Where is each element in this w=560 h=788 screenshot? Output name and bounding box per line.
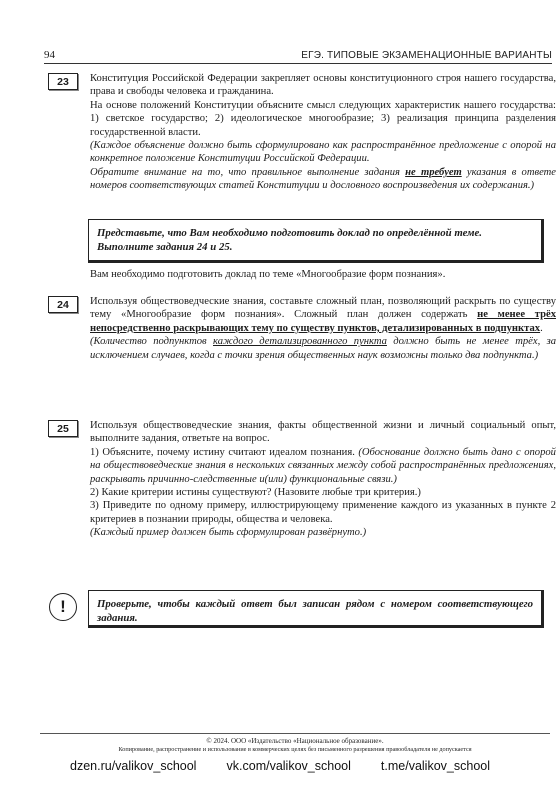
check-reminder-box: Проверьте, чтобы каждый ответ был записан рядом с номером соответствующего задания. bbox=[88, 590, 544, 628]
task-number-24: 24 bbox=[48, 296, 78, 313]
task-23-p4-emph: не требует bbox=[405, 166, 462, 178]
page-header bbox=[44, 49, 552, 64]
page-number: 94 bbox=[44, 49, 55, 61]
task-23-p4-a: Обратите внимание на то, что правильное выполнение задания bbox=[90, 166, 406, 178]
social-links bbox=[70, 759, 490, 773]
link-vk[interactable]: vk.com/valikov_school bbox=[226, 759, 351, 773]
task-25-p1: Используя обществоведческие знания, факты общественной жизни и личный социальный опыт, выполните задания, ответьте на вопрос. bbox=[90, 420, 556, 445]
link-dzen[interactable]: dzen.ru/valikov_school bbox=[70, 759, 197, 773]
report-topic: Вам необходимо подготовить доклад по теме «Многообразие форм познания». bbox=[90, 269, 446, 280]
page-footer bbox=[40, 733, 550, 754]
task-23 bbox=[48, 72, 556, 193]
task-25-p4: 3) Приведите по одному примеру, иллюстрирующему применение каждого из указанных в пункте 2 критериев в познании природы, общества и человека. bbox=[90, 500, 556, 525]
task-23-p4-c: указания в ответе номеров соответствующих статей Конституции и дословного воспроизведения их содержания.) bbox=[90, 166, 556, 192]
task-24-p1-c: . bbox=[540, 322, 543, 334]
task-25-p5: (Каждый пример должен быть сформулирован развёрнуто.) bbox=[90, 527, 367, 539]
report-instruction-box: Представьте, что Вам необходимо подготовить доклад по определённой теме. Выполните задания 24 и 25. bbox=[88, 219, 544, 263]
task-23-p4 bbox=[90, 166, 556, 193]
task-25-p2 bbox=[90, 446, 556, 486]
task-24-p1 bbox=[90, 295, 556, 335]
task-23-p3: (Каждое объяснение должно быть сформулировано как распространённое предложение с опорой на конкретное положение Конституции Российской Федерации. bbox=[90, 140, 556, 165]
link-telegram[interactable]: t.me/valikov_school bbox=[380, 759, 490, 773]
task-number-23: 23 bbox=[48, 73, 78, 90]
task-24 bbox=[48, 295, 556, 362]
footer-copyright: © 2024. ООО «Издательство «Национальное образование». bbox=[206, 737, 384, 745]
task-24-p1-a: Используя обществоведческие знания, составьте сложный план, позволяющий раскрыть по существу тему «Многообразие форм познания». Сложный план должен содержать bbox=[90, 296, 556, 321]
header-title: ЕГЭ. ТИПОВЫЕ ЭКЗАМЕНАЦИОННЫЕ ВАРИАНТЫ bbox=[301, 50, 552, 61]
task-24-body bbox=[90, 295, 556, 362]
task-25-p3: 2) Какие критерии истины существуют? (Назовите любые три критерия.) bbox=[90, 487, 421, 499]
task-23-body bbox=[90, 72, 556, 193]
task-number-25: 25 bbox=[48, 420, 78, 437]
task-23-p2: На основе положений Конституции объясните смысл следующих характеристик нашего государства: 1) светское государство; 2) идеологическое многообразие; 3) реализация принципа разделения государственной власти. bbox=[90, 99, 556, 138]
task-25-p2-note: (Обоснование должно быть дано с опорой на обществоведческие знания в нескольких связанных между собой распространённых предложениях, раскрывать причинно-следственные и(или) функциональные связи.) bbox=[90, 446, 556, 485]
task-25-body bbox=[90, 419, 556, 540]
task-25-p2-a: 1) Объясните, почему истину считают идеалом познания. bbox=[90, 446, 359, 458]
task-23-p1: Конституция Российской Федерации закрепляет основы конституционного строя нашего государства, права и свободы человека и гражданина. bbox=[90, 73, 556, 98]
task-24-p2-emph: каждого детализированного пункта bbox=[213, 336, 387, 348]
task-24-p1-emph: не менее трёх непосредственно раскрывающих тему по существу пунктов, детализированных в подпунктах bbox=[90, 309, 556, 334]
exclamation-icon: ! bbox=[49, 593, 77, 621]
footer-notice: Копирование, распространение и использование в коммерческих целях без письменного разрешения правообладателя не допускается bbox=[118, 746, 472, 753]
task-25 bbox=[48, 419, 556, 540]
task-24-p2-c: должно быть не менее трёх, за исключением случаев, когда с точки зрения общественных наук возможны только два подпункта.) bbox=[90, 336, 557, 361]
task-24-p2-a: (Количество подпунктов bbox=[90, 336, 213, 348]
task-24-p2 bbox=[90, 335, 556, 362]
